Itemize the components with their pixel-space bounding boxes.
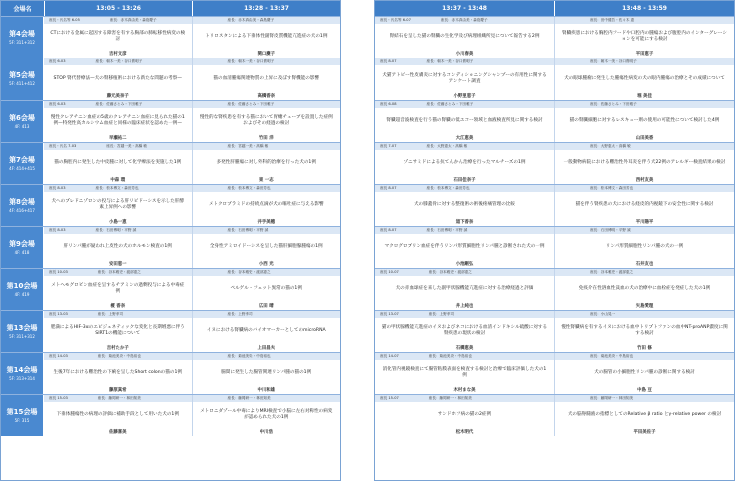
venue-floor: 5F: 313+314 [9, 375, 35, 381]
venue-row [375, 142, 734, 184]
chair-info [375, 395, 554, 402]
session-cell[interactable] [193, 58, 341, 100]
presenter-name: 山田美香 [635, 136, 654, 141]
chair-info [375, 311, 554, 318]
chair-info [44, 227, 192, 234]
venue-column-header: 会場名 [1, 1, 45, 16]
chair-names: 座長：藤岡研一・林田知美 [97, 396, 141, 400]
chair-info [375, 58, 554, 65]
presenter-name: 石井友也 [635, 262, 654, 267]
session-cell[interactable] [555, 101, 734, 142]
chair-info [193, 17, 341, 24]
session-title: CTにおける金属に起因する障害を有する胸部の肺転移性病変の検討 [50, 31, 186, 42]
time-slot-header: 13:48 - 13:59 [622, 5, 667, 12]
chair-info [44, 143, 192, 150]
time-slot-header: 13:28 - 13:37 [244, 5, 289, 12]
chair-names: 座長：田中健吾・佐々木 恵 [590, 18, 635, 22]
venue-label [1, 101, 44, 142]
chair-info [44, 311, 192, 318]
chair-time: 座長・氏名等 6-07 [380, 18, 411, 22]
session-title: メトヘモグロビン血症を呈するチアミンの過剰投与による中毒症例 [51, 283, 185, 294]
session-cell[interactable] [44, 269, 193, 310]
chair-names: 座長：松本博文・森田芳也 [227, 186, 271, 190]
session-cell[interactable] [44, 185, 193, 226]
chair-time: 座長 15-03 [49, 396, 68, 400]
session-title: 猫の血清腫瘍関連物質の上昇に及ぼす腎機能の影響 [213, 75, 320, 81]
session-title: 猫の腎臓細胞に対するレスキュー剤の使用の可能性について検討した4例 [569, 118, 720, 123]
venue-row [375, 352, 734, 394]
venue-label [1, 143, 44, 184]
venue-label [1, 395, 44, 436]
presenter-name: 井上純也 [455, 304, 474, 309]
session-cell[interactable] [44, 395, 193, 436]
header-row [375, 1, 734, 16]
presenter-name: 平川陽平 [635, 220, 654, 225]
chair-names: 座長：上野孝司 [227, 312, 253, 316]
presenter-name: 石橋恵美 [455, 346, 474, 351]
chair-time: 座長 10-03 [49, 270, 68, 274]
chair-info [375, 269, 554, 276]
session-title: 猫の胸腔内に発生した中皮腫に対して化学療法を実施した1例 [54, 160, 182, 165]
venue-row [375, 100, 734, 142]
session-cell[interactable] [193, 185, 341, 226]
session-title: 犬の腸管の小細胞性リンパ腫の診断に関する検討 [594, 370, 695, 375]
chair-info [555, 143, 734, 150]
chair-time: 座長 14-07 [380, 354, 399, 358]
presenter-name: 道下香奈 [455, 220, 474, 225]
venue-row [375, 226, 734, 268]
session-cell[interactable] [555, 395, 734, 436]
venue-row [1, 16, 340, 58]
venue-name: 第6会場 [9, 113, 35, 122]
session-cell[interactable] [375, 227, 555, 268]
schedule-panel-left [0, 0, 341, 481]
session-cell[interactable] [44, 311, 193, 352]
session-cell[interactable] [44, 227, 193, 268]
chair-info [193, 58, 341, 65]
presenter-name: 西村友美 [635, 178, 654, 183]
chair-info [44, 101, 192, 108]
venue-floor: 5F: 411+412 [9, 81, 35, 86]
session-cell[interactable] [375, 353, 555, 394]
venue-floor: 5F: 311+312 [9, 39, 35, 45]
venue-label [1, 269, 44, 310]
session-cell[interactable] [44, 143, 193, 184]
chair-info [375, 185, 554, 192]
chair-time: 座長 8-07 [380, 228, 397, 232]
session-title: マクログロブリン血症を伴うリンパ形質細胞性リンパ腫と診断された犬の一例 [384, 244, 545, 249]
chair-names: 座長：谷本雅史・渡部恵之 [590, 270, 634, 274]
chair-names: 座長：谷本雅史・渡部恵之 [428, 270, 472, 274]
chair-info [375, 353, 554, 360]
presenter-name: 小池剛弘 [455, 262, 474, 267]
session-title: 生後7年における難治性の下痢を呈したShort colonの猫の1例 [53, 370, 182, 375]
chair-names: 座長：佐藤さとみ・下田雅子 [426, 102, 474, 106]
chair-names: 座長：菊池美央・中島裕也 [428, 354, 472, 358]
chair-info [555, 269, 734, 276]
venue-row [375, 16, 734, 58]
chair-names: 座長：藤岡研一・林田知美 [590, 396, 634, 400]
chair-names: 座長：佐藤さとみ・下田雅子 [590, 102, 637, 106]
chair-names: 座長：松本博文・森田芳也 [426, 186, 470, 190]
presenter-name: 井手美穂 [257, 220, 276, 225]
chair-names: 座長：宮越一美・高橋 敏 [227, 144, 269, 148]
presenter-name: 堀 美佳 [637, 94, 652, 99]
venue-floor: 5F: 315 [14, 417, 30, 423]
chair-info [555, 17, 734, 24]
chair-names: 座長：松本博文・森田芳也 [95, 186, 139, 190]
session-title: リンパ形質細胞性リンパ腫の犬の一例 [605, 244, 684, 249]
session-title: 慢性腎臓病を有するイヌにおける血中トリプトファンの血中NT-proANP濃度に関する検討 [561, 325, 728, 336]
presenter-name: 広田 晴 [258, 304, 274, 309]
presenter-name: 藤原真希 [108, 388, 127, 393]
venue-row [375, 184, 734, 226]
session-cell[interactable] [193, 269, 341, 310]
chair-names: 座長：藤岡研一・林田知美 [428, 396, 472, 400]
session-cell[interactable] [375, 58, 555, 100]
venue-row [1, 268, 340, 310]
chair-info [44, 185, 192, 192]
chair-info [193, 101, 341, 108]
session-cell[interactable] [555, 185, 734, 226]
session-cell[interactable] [193, 143, 341, 184]
schedule-panel-right [374, 0, 735, 481]
session-title: イヌにおける腎臓病のバイオマーカーとしてのmicroRNA [206, 328, 326, 333]
chair-time: 座長・氏名 7-03 [49, 144, 77, 148]
chair-info [555, 395, 734, 402]
time-slot-header: 13:37 - 13:48 [375, 1, 555, 16]
session-cell[interactable] [555, 353, 734, 394]
session-title: 犬の赤血球症を来した副甲状腺機能亢進症に対する治療経過と評価 [395, 286, 534, 291]
chair-names: 座長：宮越一美・高橋 敏 [106, 144, 147, 148]
venue-floor: 4F: 416+417 [9, 207, 35, 213]
presenter-name: 高橋香奈 [257, 94, 276, 99]
presenter-name: 小島一恵 [108, 220, 127, 225]
chair-names: 座長：朝木一美・谷口貴明子 [426, 59, 474, 63]
chair-names: 座長：佐藤さとみ・下田雅子 [95, 102, 143, 106]
chair-info [44, 395, 192, 402]
session-cell[interactable] [375, 185, 555, 226]
venue-name: 第13会場 [6, 323, 38, 332]
presenter-name: 中島 豆 [637, 388, 652, 393]
venue-name: 第8会場 [9, 197, 35, 206]
chair-time: 座長 13-07 [380, 312, 399, 316]
presenter-name: 小西 光 [258, 262, 274, 267]
chair-time: 座長 6-03 [49, 102, 66, 106]
session-title: トリロスタンによる下垂体性副腎皮質機能亢進症の犬の1例 [205, 34, 328, 39]
session-title: 下垂体腫瘍性の病理の評価に補助手段として用いた犬の1例 [56, 412, 179, 417]
venue-row [1, 394, 340, 436]
chair-info [193, 269, 341, 276]
session-cell[interactable] [193, 227, 341, 268]
chair-names: 座長：赤木真由美・森島慶子 [440, 18, 488, 22]
session-title: 肥満によるHIF-3αのエピジェネティックな変化と長期増悪に伴うSIRT1の機能について [50, 325, 185, 336]
presenter-name: 石田佳奈子 [453, 178, 476, 183]
session-cell[interactable] [193, 101, 341, 142]
session-title: 犬の眼球腫瘤に発生した腫瘍性病変の犬の眼内腫瘍の治療とその成績について [564, 75, 725, 81]
session-title: 猫を伴う腎疾患の犬における経皮的内視鏡下の安全性に関する検討 [575, 202, 714, 207]
chair-names: 座長：小山晃一 [590, 312, 616, 316]
venue-name: 第10会場 [6, 281, 38, 290]
venue-floor: 5F: 311+312 [9, 333, 35, 339]
session-cell[interactable] [44, 17, 193, 58]
venue-row [375, 394, 734, 436]
session-title: 全身性アミロイドーシスを呈した猫肝細胞腺腫瘍の1例 [209, 244, 323, 249]
presenter-name: 早瀬祐二 [108, 136, 127, 141]
chair-info [555, 227, 734, 234]
session-cell[interactable] [193, 353, 341, 394]
chair-info [555, 185, 734, 192]
chair-names: 座長：大野恵太・高橋 敏 [426, 144, 468, 148]
venue-name: 第7会場 [9, 155, 35, 164]
chair-info [555, 58, 734, 65]
session-title: 腎臓疾患における胸腔内フードや口腔内の腫瘍および腹腔内のインターグレーションを可能にする検討 [562, 31, 727, 42]
venue-row [1, 352, 340, 394]
session-title: 腎臓超音波検査を行う猫の腎臓の低エコー領域と血液検査所見に関する検討 [386, 118, 543, 123]
chair-info [193, 353, 341, 360]
chair-time: 座長 8-07 [380, 186, 397, 190]
chair-names: 座長：石田博明・平野 誠 [95, 228, 137, 232]
presenter-name: 木村まな美 [453, 388, 476, 393]
chair-info [44, 58, 192, 65]
venue-label [1, 353, 44, 394]
venue-floor: 4F: 413 [14, 123, 30, 129]
venue-row [1, 184, 340, 226]
presenter-name: 中川浩 [259, 430, 273, 435]
session-cell[interactable] [555, 17, 734, 58]
presenter-name: 松木明代 [455, 430, 474, 435]
session-title: 犬の脳脊髄液の指標としてのRelative β ratio とγ-relative power の検討 [567, 412, 722, 417]
chair-names: 座長：朝木一美・谷口貴明子 [590, 59, 637, 63]
presenter-name: 中森 環 [110, 178, 126, 183]
session-cell[interactable] [193, 395, 341, 436]
chair-info [193, 311, 341, 318]
session-cell[interactable] [555, 269, 734, 310]
session-title: 犬へのプレドニゾロンの投与による肝リピドーシスを示した肝酵素上昇例への影響 [51, 199, 185, 210]
chair-time: 座長 7-07 [380, 144, 397, 148]
session-title: 慢性的な腎疾患を有する猫において胃瘻チューブを設置した症例およびその経過の検討 [199, 115, 333, 126]
header-row [1, 1, 340, 16]
venue-name: 第4会場 [9, 29, 35, 38]
presenter-name: 佐藤喜美 [108, 430, 127, 435]
venue-name: 第14会場 [6, 365, 38, 374]
presenter-name: 矢島愛理 [635, 304, 654, 309]
chair-names: 座長：朝木一美・谷口貴明子 [95, 59, 143, 63]
chair-names: 座長：菊池美央・中島裕也 [97, 354, 141, 358]
session-cell[interactable] [375, 311, 555, 352]
venue-floor: 4F: 414+415 [9, 165, 35, 171]
chair-info [375, 143, 554, 150]
session-title: 犬猫アトピー性皮膚炎に対するコンディショニングシャンプーの有用性に関するアンケート調査 [382, 72, 547, 84]
chair-time: 座長 14-03 [49, 354, 68, 358]
chair-names: 座長：上野孝司 [428, 312, 454, 316]
presenter-name: 竹田 修 [637, 346, 652, 351]
chair-time: 座長 6-08 [380, 102, 397, 106]
session-title: 腸間に発生した腸管関連リンパ腫の猫の1例 [221, 370, 312, 375]
chair-names: 座長：赤木真由美・森島慶子 [109, 18, 157, 22]
chair-names: 座長：菊池美央・中島裕也 [590, 354, 634, 358]
venue-floor: 4F: 419 [14, 291, 30, 297]
venue-row [375, 268, 734, 310]
venue-row [1, 58, 340, 100]
session-cell[interactable] [375, 143, 555, 184]
session-title: 免疫介在性溶血性貧血の犬の治療中に血栓症を発症した犬の1例 [578, 286, 711, 291]
venue-label [1, 58, 44, 100]
chair-info [555, 101, 734, 108]
session-title: メトロニダゾール中毒によりMRI検査で小脳に左右対称性の病変が認められた犬の1例 [200, 409, 333, 420]
session-title: 多発性肝腫瘍に対し外科的治療を行った犬の1例 [216, 160, 316, 165]
presenter-name: 安田恵一 [108, 262, 127, 267]
session-cell[interactable] [44, 353, 193, 394]
chair-names: 座長：佐藤さとみ・下田雅子 [227, 102, 275, 106]
presenter-name: 吉村文彦 [108, 52, 127, 57]
venue-row [1, 226, 340, 268]
chair-time: 座長・氏名等 6-05 [49, 18, 80, 22]
chair-info [555, 311, 734, 318]
chair-info [44, 17, 192, 24]
presenter-name: 竹田 洋 [258, 136, 274, 141]
chair-names: 座長：赤木真由美・森島慶子 [227, 18, 275, 22]
chair-info [375, 17, 554, 24]
session-title: 腎結石を呈した猫の腎臓の生化学及び病理組織所見について報告する2例 [389, 34, 540, 39]
time-slot-header: 13:05 - 13:26 [45, 1, 193, 16]
session-cell[interactable] [375, 17, 555, 58]
session-cell[interactable] [44, 101, 193, 142]
chair-names: 座長：谷本雅史・渡部恵之 [227, 270, 271, 274]
session-cell[interactable] [555, 227, 734, 268]
presenter-name: 平田美佐子 [633, 430, 656, 435]
chair-info [193, 143, 341, 150]
venue-label [1, 227, 44, 268]
chair-names: 座長：石田博明・平野 誠 [426, 228, 468, 232]
session-cell[interactable] [375, 395, 555, 436]
venue-name: 第15会場 [6, 407, 38, 416]
chair-time: 座長 10-07 [380, 270, 399, 274]
session-title: 一般動物病院における難治性外耳炎を伴う犬22例のアレルギー検査結果の検討 [563, 160, 726, 165]
chair-time: 座長 8-03 [49, 228, 66, 232]
presenter-name: 小川春美 [455, 52, 474, 57]
session-cell[interactable] [193, 17, 341, 58]
chair-info [44, 353, 192, 360]
chair-info [375, 227, 554, 234]
presenter-name: 榎 香奈 [110, 304, 126, 309]
chair-names: 座長：菊池美央・中島裕也 [227, 354, 271, 358]
venue-label [1, 311, 44, 352]
venue-floor: 4F: 418 [14, 249, 30, 255]
session-title: ペルゲル・フェット異常の猫の1例 [230, 286, 302, 291]
presenter-name: 大江恵美 [455, 136, 474, 141]
chair-names: 座長：松本博文・森田芳也 [590, 186, 634, 190]
session-cell[interactable] [193, 311, 341, 352]
presenter-name: 平田恵子 [635, 52, 654, 57]
presenter-name: 吉村たか子 [106, 346, 129, 351]
chair-names: 座長：石田博明・平野 誠 [227, 228, 269, 232]
venue-name: 第9会場 [9, 239, 35, 248]
chair-names: 座長：朝木一美・谷口貴明子 [227, 59, 275, 63]
session-cell[interactable] [44, 58, 193, 100]
session-title: サンドホフ病の猫の2症例 [437, 412, 492, 417]
venue-row [1, 310, 340, 352]
venue-row [375, 310, 734, 352]
chair-names: 座長：大野恵太・高橋 敏 [590, 144, 631, 148]
venue-name: 第5会場 [9, 71, 35, 79]
session-cell[interactable] [555, 311, 734, 352]
session-cell[interactable] [375, 101, 555, 142]
presenter-name: 上田昌夫 [257, 346, 276, 351]
presenter-name: 小野里恵子 [453, 94, 476, 99]
chair-info [193, 395, 341, 402]
chair-names: 座長：谷本雅史・渡部恵之 [97, 270, 141, 274]
venue-label [1, 17, 44, 58]
session-title: 消化管内視鏡検査にて腸管粘膜表面を検査する検討と治療で臨床評価した犬の1例 [382, 367, 547, 378]
chair-info [555, 353, 734, 360]
presenter-name: 中川和雄 [257, 388, 276, 393]
venue-row [375, 58, 734, 100]
chair-names: 座長：石田博明・平野 誠 [590, 228, 631, 232]
chair-time: 座長 15-07 [380, 396, 399, 400]
session-title: STOP 腎代替療法—犬の腎移植術における新たな問題の考察— [53, 75, 182, 81]
chair-info [44, 269, 192, 276]
session-title: メトクロプラミドの持続点滴が犬の嘔吐症に与える影響 [208, 202, 324, 207]
session-cell[interactable] [375, 269, 555, 310]
venue-row [1, 100, 340, 142]
chair-info [193, 227, 341, 234]
session-cell[interactable] [555, 143, 734, 184]
session-title: 犬の膝蓋骨に対する整復術の術後疼痛管理の比較 [413, 202, 516, 207]
chair-time: 座長 8-03 [49, 186, 66, 190]
chair-time: 座長 13-03 [49, 312, 68, 316]
presenter-name: 藤元美奈子 [106, 94, 129, 99]
venue-label [1, 185, 44, 226]
chair-names: 座長：上野孝司 [97, 312, 123, 316]
session-title: 猫の甲状腺機能亢進症のイヌおよびネコにおける血清インドキシル硫酸に対する腎疾患の現状の検討 [381, 325, 548, 336]
chair-info [375, 101, 554, 108]
chair-time: 座長 6-03 [49, 59, 66, 63]
session-title: 慢性クレアチニン血症の5歳のクレアチニン血症に見られた猫の1例—特発性高カルシウム血症と同様の臨床症状を認めた一例— [50, 115, 185, 126]
session-cell[interactable] [555, 58, 734, 100]
chair-time: 座長 8-07 [380, 59, 397, 63]
session-title: 肝リンパ腫が疑われ上皮性の犬のホルモン検査の1例 [63, 244, 172, 249]
presenter-name: 東 一志 [258, 178, 274, 183]
presenter-name: 関口慶子 [257, 52, 276, 57]
chair-names: 座長：藤岡研一・林田知美 [227, 396, 271, 400]
session-title: ゾニサミドによる抗てんかん治療を行ったマルチーズの1例 [403, 160, 526, 165]
chair-info [193, 185, 341, 192]
venue-row [1, 142, 340, 184]
